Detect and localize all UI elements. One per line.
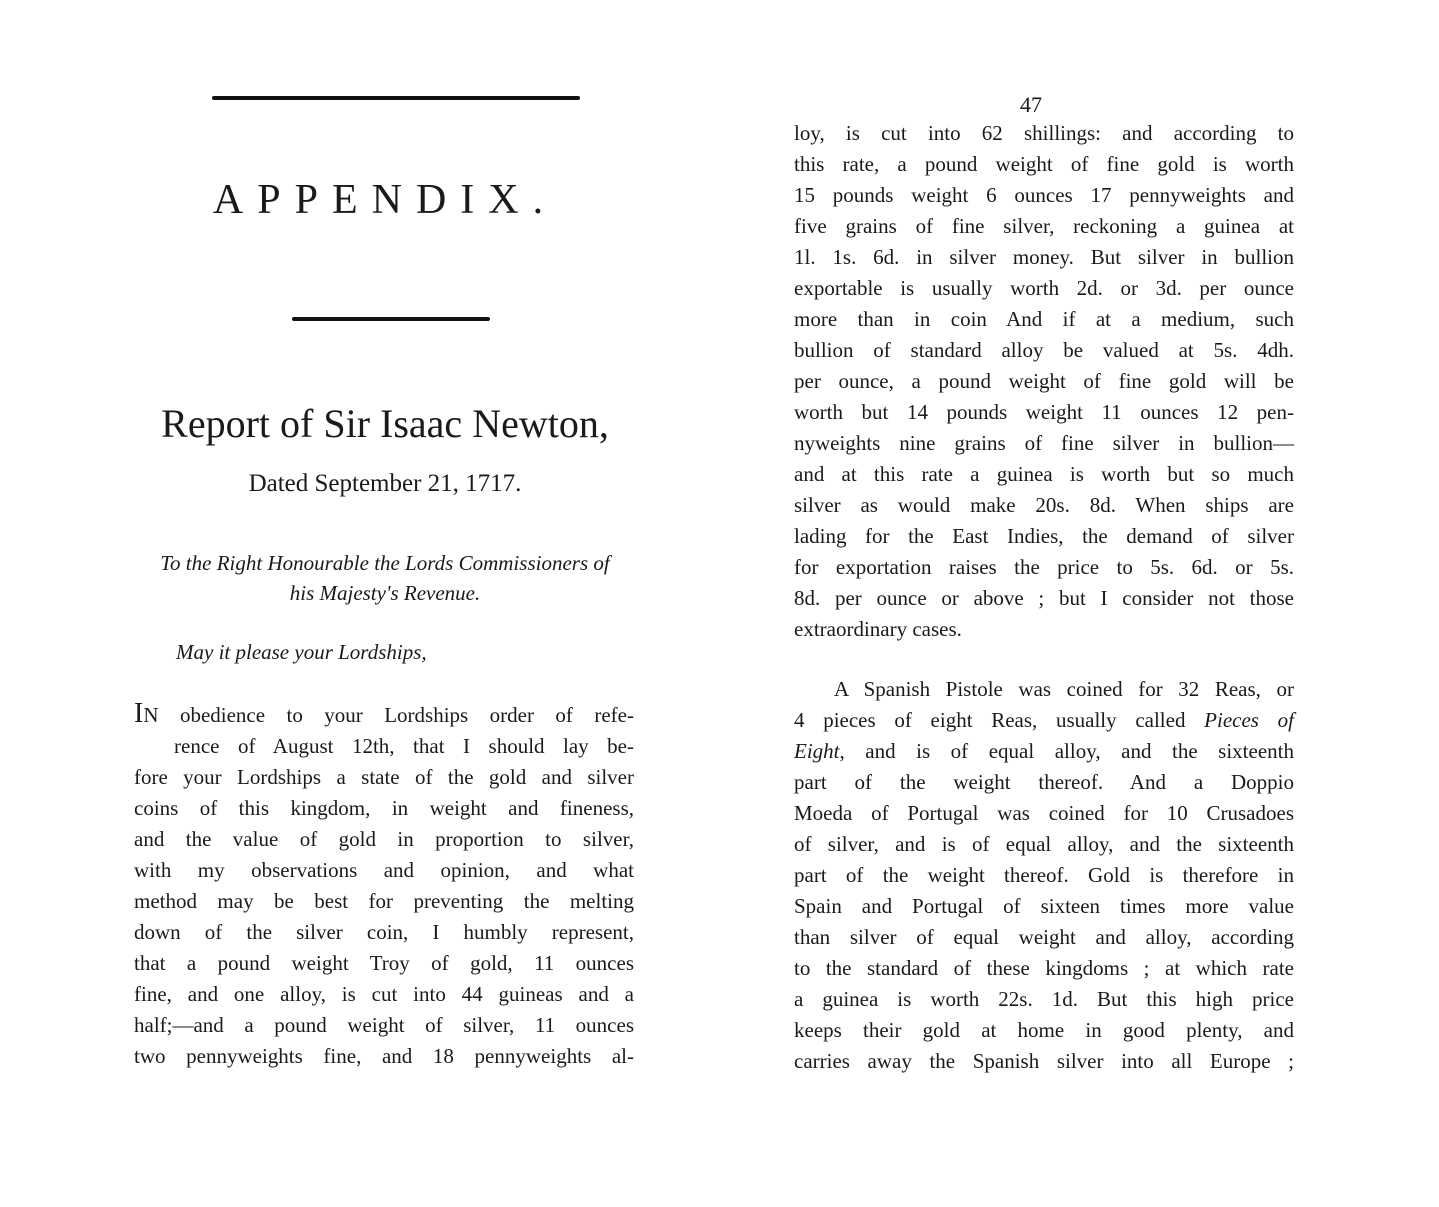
text-line: of silver, and is of equal alloy, and the sixteenth: [794, 832, 1294, 856]
text-line: this rate, a pound weight of fine gold is worth: [794, 152, 1294, 176]
top-ornamental-rule: [212, 96, 580, 100]
appendix-title: APPENDIX.: [212, 177, 558, 223]
text-line: coins of this kingdom, in weight and fineness,: [134, 796, 634, 820]
text-line: two pennyweights fine, and 18 pennyweights al-: [134, 1044, 634, 1068]
text-line: fore your Lordships a state of the gold and silver: [134, 765, 634, 789]
right-paragraph-2: [794, 674, 1294, 1077]
report-date: Dated September 21, 1717.: [248, 470, 522, 497]
text-line: A Spanish Pistole was coined for 32 Reas, or: [834, 677, 1294, 701]
text-line: IN obedience to your Lordships order of refe-: [134, 698, 634, 729]
text-line: worth but 14 pounds weight 11 ounces 12 pen-: [794, 400, 1294, 424]
text-line: Moeda of Portugal was coined for 10 Crusadoes: [794, 801, 1294, 825]
text-line: five grains of fine silver, reckoning a guinea at: [794, 214, 1294, 238]
text-line: extraordinary cases.: [794, 617, 962, 641]
text-line: to the standard of these kingdoms ; at which rate: [794, 956, 1294, 980]
text-line: 1l. 1s. 6d. in silver money. But silver in bullion: [794, 245, 1294, 269]
text-line: than silver of equal weight and alloy, according: [794, 925, 1294, 949]
text-line: Spain and Portugal of sixteen times more value: [794, 894, 1294, 918]
address-line: his Majesty's Revenue.: [289, 581, 481, 605]
text-line: and the value of gold in proportion to silver,: [134, 827, 634, 851]
text-line: per ounce, a pound weight of fine gold will be: [794, 369, 1294, 393]
drop-cap: I: [134, 698, 144, 729]
text-line: rence of August 12th, that I should lay be-: [174, 734, 634, 758]
text-line: 8d. per ounce or above ; but I consider not those: [794, 586, 1294, 610]
page-number: 47: [1020, 92, 1042, 117]
text-line: half;—and a pound weight of silver, 11 ounces: [134, 1013, 634, 1037]
salutation: May it please your Lordships,: [176, 640, 427, 664]
text-line: Eight, and is of equal alloy, and the sixteenth: [794, 739, 1294, 763]
text-line: 4 pieces of eight Reas, usually called Pieces of: [794, 708, 1294, 732]
text-line: that a pound weight Troy of gold, 11 ounces: [134, 951, 634, 975]
text-line: carries away the Spanish silver into all Europe ;: [794, 1049, 1294, 1073]
text-line: method may be best for preventing the melting: [134, 889, 634, 913]
text-line: keeps their gold at home in good plenty, and: [794, 1018, 1294, 1042]
middle-ornamental-rule: [292, 317, 490, 321]
left-body-text: [134, 700, 634, 1072]
text-line: down of the silver coin, I humbly represent,: [134, 920, 634, 944]
address-block: [120, 548, 650, 608]
text-line: part of the weight thereof. Gold is therefore in: [794, 863, 1294, 887]
italic-term: Pieces of: [1204, 708, 1294, 732]
text-line: a guinea is worth 22s. 1d. But this high price: [794, 987, 1294, 1011]
right-paragraph-1: [794, 118, 1294, 645]
text-line: nyweights nine grains of fine silver in bullion—: [794, 431, 1294, 455]
text-line: with my observations and opinion, and what: [134, 858, 634, 882]
report-title: Report of Sir Isaac Newton,: [161, 401, 609, 446]
text-line: silver as would make 20s. 8d. When ships are: [794, 493, 1294, 517]
text-line: more than in coin And if at a medium, such: [794, 307, 1294, 331]
text-line: bullion of standard alloy be valued at 5s. 4dh.: [794, 338, 1294, 362]
text-line: fine, and one alloy, is cut into 44 guineas and a: [134, 982, 634, 1006]
italic-term: Eight: [794, 739, 840, 763]
address-line: To the Right Honourable the Lords Commissioners of: [160, 551, 610, 575]
text-line: lading for the East Indies, the demand of silver: [794, 524, 1294, 548]
text-line: and at this rate a guinea is worth but so much: [794, 462, 1294, 486]
text-line: exportable is usually worth 2d. or 3d. per ounce: [794, 276, 1294, 300]
text-line: 15 pounds weight 6 ounces 17 pennyweights and: [794, 183, 1294, 207]
text-line: for exportation raises the price to 5s. 6d. or 5s.: [794, 555, 1294, 579]
text-line: loy, is cut into 62 shillings: and according to: [794, 121, 1294, 145]
text-line: part of the weight thereof. And a Doppio: [794, 770, 1294, 794]
